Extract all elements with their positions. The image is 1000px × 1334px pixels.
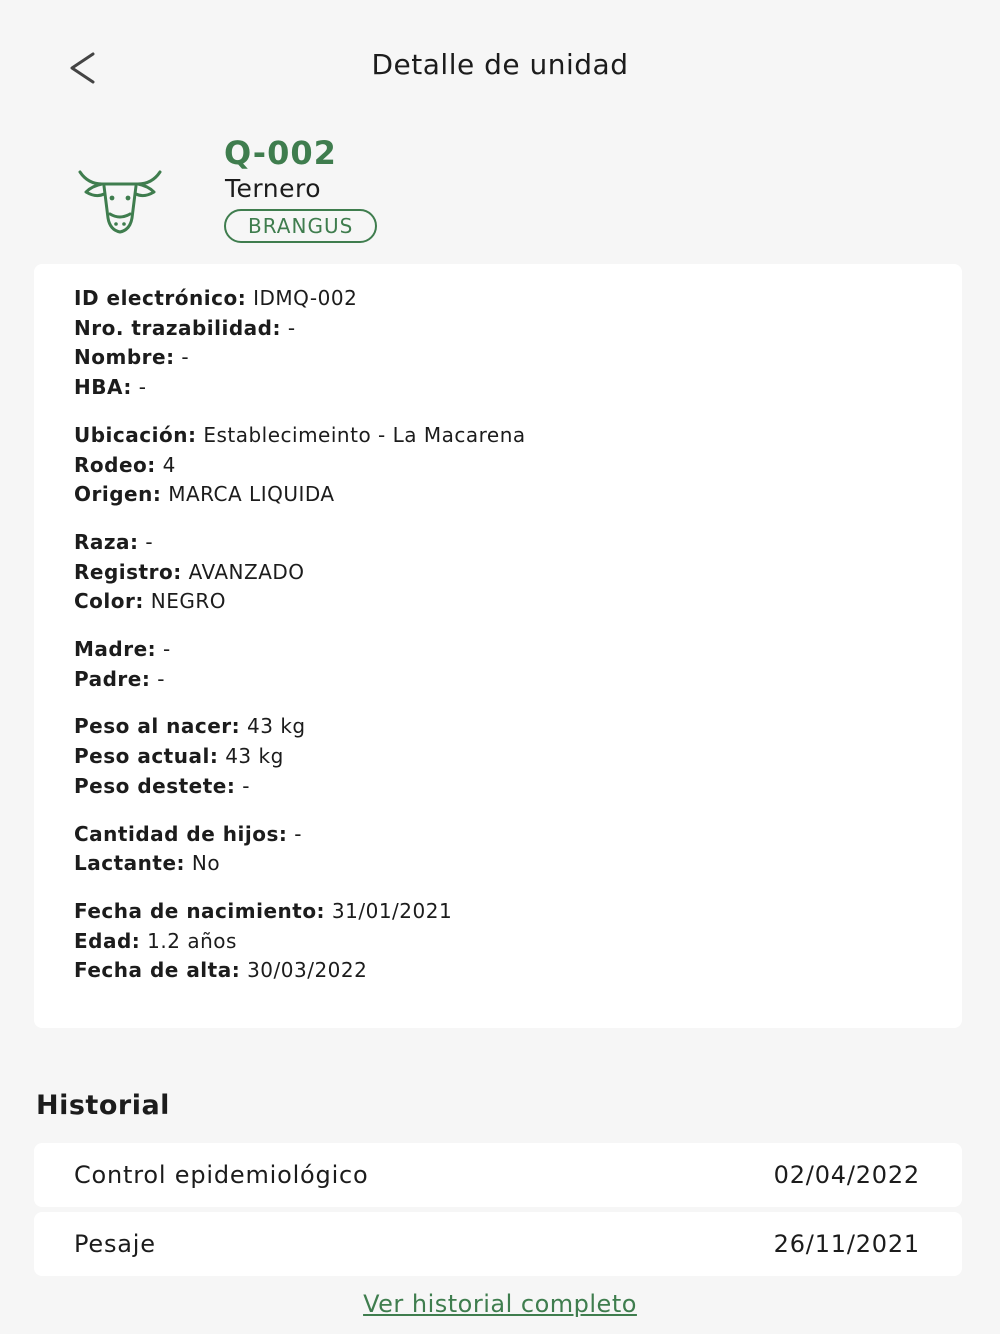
page-title: Detalle de unidad <box>371 48 629 81</box>
detail-birth-weight: Peso al nacer: 43 kg <box>74 714 306 739</box>
history-item-weighing[interactable] <box>34 1212 962 1276</box>
history-item-epidemiological-control[interactable] <box>34 1143 962 1207</box>
detail-group-parents <box>74 635 922 694</box>
detail-mother: Madre: - <box>74 637 171 662</box>
detail-name: Nombre: - <box>74 345 190 370</box>
detail-current-weight: Peso actual: 43 kg <box>74 744 284 769</box>
history-title: Historial <box>36 1090 170 1121</box>
unit-category: Ternero <box>225 174 321 203</box>
detail-group-breed <box>74 528 922 617</box>
detail-hba: HBA: - <box>74 375 147 400</box>
history-event: Control epidemiológico <box>74 1161 369 1189</box>
detail-lactating: Lactante: No <box>74 851 221 876</box>
detail-birth-date: Fecha de nacimiento: 31/01/2021 <box>74 898 453 923</box>
history-event: Pesaje <box>74 1230 156 1258</box>
breed-badge: BRANGUS <box>224 209 377 243</box>
history-date: 26/11/2021 <box>773 1230 920 1258</box>
detail-age: Edad: 1.2 años <box>74 928 237 953</box>
unit-id: Q-002 <box>224 134 337 172</box>
detail-group-dates <box>74 897 922 986</box>
detail-color: Color: NEGRO <box>74 589 226 614</box>
detail-location: Ubicación: Establecimeinto - La Macarena <box>74 422 526 447</box>
details-card <box>34 264 962 1028</box>
detail-group-offspring <box>74 820 922 879</box>
view-full-history-link[interactable]: Ver historial completo <box>363 1290 637 1318</box>
detail-traceability-number: Nro. trazabilidad: - <box>74 315 296 340</box>
detail-breed: Raza: - <box>74 529 154 554</box>
detail-group-weight <box>74 712 922 801</box>
detail-weaning-weight: Peso destete: - <box>74 773 250 798</box>
unit-summary <box>0 132 1000 252</box>
detail-herd: Rodeo: 4 <box>74 452 176 477</box>
detail-origin: Origen: MARCA LIQUIDA <box>74 482 335 507</box>
detail-group-location <box>74 421 922 510</box>
detail-offspring-count: Cantidad de hijos: - <box>74 821 302 846</box>
cow-head-icon <box>74 162 166 242</box>
detail-electronic-id: ID electrónico: IDMQ-002 <box>74 286 358 310</box>
detail-registry: Registro: AVANZADO <box>74 559 305 584</box>
history-date: 02/04/2022 <box>773 1161 920 1189</box>
detail-registration-date: Fecha de alta: 30/03/2022 <box>74 958 368 983</box>
app-header <box>0 0 1000 130</box>
detail-father: Padre: - <box>74 666 165 691</box>
detail-group-identification <box>74 284 922 403</box>
